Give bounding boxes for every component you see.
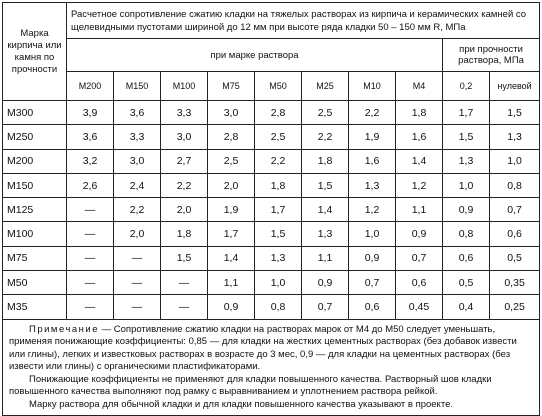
resistance-value: 0,8 xyxy=(490,173,540,197)
resistance-value: 1,7 xyxy=(443,101,490,125)
resistance-value: 0,9 xyxy=(208,295,255,319)
resistance-value: 1,0 xyxy=(349,222,396,246)
brick-grade: М125 xyxy=(3,198,67,222)
resistance-value: 0,9 xyxy=(396,222,443,246)
resistance-value: 1,1 xyxy=(396,198,443,222)
resistance-value: 0,7 xyxy=(490,198,540,222)
resistance-value: 0,5 xyxy=(443,271,490,295)
resistance-value: 1,3 xyxy=(302,222,349,246)
resistance-value: 1,9 xyxy=(349,125,396,149)
column-header: нулевой xyxy=(490,72,540,101)
resistance-value: 1,2 xyxy=(396,173,443,197)
resistance-value: 0,6 xyxy=(349,295,396,319)
resistance-value: 2,5 xyxy=(208,149,255,173)
resistance-value: — xyxy=(114,271,161,295)
resistance-value: 1,2 xyxy=(349,198,396,222)
resistance-value: 1,1 xyxy=(208,271,255,295)
resistance-value: 0,9 xyxy=(443,198,490,222)
brick-grade: М250 xyxy=(3,125,67,149)
resistance-value: 1,3 xyxy=(490,125,540,149)
resistance-value: 1,0 xyxy=(255,271,302,295)
resistance-value: 1,5 xyxy=(490,101,540,125)
resistance-value: 3,3 xyxy=(114,125,161,149)
resistance-value: 0,6 xyxy=(396,271,443,295)
resistance-value: 1,4 xyxy=(208,246,255,270)
brick-grade: М75 xyxy=(3,246,67,270)
brick-grade: М50 xyxy=(3,271,67,295)
resistance-value: 2,5 xyxy=(255,125,302,149)
brick-grade: М100 xyxy=(3,222,67,246)
resistance-value: 1,6 xyxy=(349,149,396,173)
resistance-value: 0,9 xyxy=(349,246,396,270)
resistance-value: 2,2 xyxy=(349,101,396,125)
resistance-value: 2,2 xyxy=(114,198,161,222)
resistance-value: — xyxy=(161,271,208,295)
resistance-value: 1,3 xyxy=(255,246,302,270)
resistance-value: — xyxy=(67,271,114,295)
table-row xyxy=(3,246,540,270)
resistance-value: 2,7 xyxy=(161,149,208,173)
resistance-value: 0,6 xyxy=(490,222,540,246)
table-row xyxy=(3,101,540,125)
column-header: 0,2 xyxy=(443,72,490,101)
resistance-value: 2,2 xyxy=(302,125,349,149)
resistance-value: 0,4 xyxy=(443,295,490,319)
resistance-value: 1,5 xyxy=(443,125,490,149)
resistance-value: 1,5 xyxy=(302,173,349,197)
header-grade-label: Марка кирпича или камня по прочности xyxy=(3,3,67,101)
resistance-value: 2,4 xyxy=(114,173,161,197)
resistance-value: 3,0 xyxy=(161,125,208,149)
resistance-value: 2,8 xyxy=(208,125,255,149)
resistance-value: — xyxy=(67,246,114,270)
resistance-value: 1,8 xyxy=(161,222,208,246)
resistance-value: 1,3 xyxy=(349,173,396,197)
resistance-value: 0,7 xyxy=(302,295,349,319)
resistance-value: 1,0 xyxy=(490,149,540,173)
resistance-value: 0,45 xyxy=(396,295,443,319)
resistance-value: 2,5 xyxy=(302,101,349,125)
resistance-value: 1,9 xyxy=(208,198,255,222)
resistance-value: — xyxy=(114,295,161,319)
resistance-value: 2,2 xyxy=(255,149,302,173)
resistance-value: 0,9 xyxy=(302,271,349,295)
resistance-value: 1,8 xyxy=(302,149,349,173)
column-header: М150 xyxy=(114,72,161,101)
table-row xyxy=(3,149,540,173)
table-row xyxy=(3,271,540,295)
table-row xyxy=(3,125,540,149)
resistance-value: 0,8 xyxy=(443,222,490,246)
column-header: М100 xyxy=(161,72,208,101)
resistance-table xyxy=(2,2,540,416)
resistance-value: 3,3 xyxy=(161,101,208,125)
note-row xyxy=(3,319,540,416)
column-header: М25 xyxy=(302,72,349,101)
resistance-value: 1,5 xyxy=(161,246,208,270)
brick-grade: М35 xyxy=(3,295,67,319)
resistance-value: — xyxy=(114,246,161,270)
brick-grade: М200 xyxy=(3,149,67,173)
column-header: М10 xyxy=(349,72,396,101)
resistance-value: 0,7 xyxy=(396,246,443,270)
resistance-value: 0,6 xyxy=(443,246,490,270)
resistance-value: 1,5 xyxy=(255,222,302,246)
table-row xyxy=(3,295,540,319)
header-group-strength: при прочности раствора, МПа xyxy=(443,39,540,72)
resistance-value: — xyxy=(67,295,114,319)
resistance-value: 3,6 xyxy=(67,125,114,149)
resistance-value: 2,0 xyxy=(161,198,208,222)
resistance-value: 0,25 xyxy=(490,295,540,319)
column-header: М75 xyxy=(208,72,255,101)
resistance-value: 3,9 xyxy=(67,101,114,125)
table-row xyxy=(3,198,540,222)
resistance-value: 1,1 xyxy=(302,246,349,270)
resistance-value: 1,7 xyxy=(208,222,255,246)
column-header: М4 xyxy=(396,72,443,101)
table-note xyxy=(3,319,540,416)
brick-grade: М300 xyxy=(3,101,67,125)
note-paragraph-1 xyxy=(9,324,533,374)
resistance-value: 2,0 xyxy=(208,173,255,197)
column-header: М200 xyxy=(67,72,114,101)
resistance-value: 3,2 xyxy=(67,149,114,173)
resistance-value: 0,8 xyxy=(255,295,302,319)
resistance-value: 1,6 xyxy=(396,125,443,149)
resistance-value: 1,3 xyxy=(443,149,490,173)
resistance-value: 3,6 xyxy=(114,101,161,125)
resistance-value: — xyxy=(67,222,114,246)
resistance-value: — xyxy=(161,295,208,319)
header-group-mortar: при марке раствора xyxy=(67,39,443,72)
table-row xyxy=(3,173,540,197)
resistance-value: 0,35 xyxy=(490,271,540,295)
resistance-value: 2,2 xyxy=(161,173,208,197)
note-label: Примечание xyxy=(29,323,99,335)
resistance-value: 1,7 xyxy=(255,198,302,222)
resistance-value: 2,6 xyxy=(67,173,114,197)
note-paragraph-3: Марку раствора для обычной кладки и для кладки повышенного качества указывают в проекте. xyxy=(29,398,453,410)
resistance-value: — xyxy=(67,198,114,222)
note-paragraph-2: Понижающие коэффициенты не применяют для кладки повышенного качества. Растворный шов кладки повышенного качества выполняют под рамку с выравниванием и уплотнением раствора рейкой. xyxy=(9,373,492,398)
note-text-1: — Сопротивление сжатию кладки на растворах марок от М4 до М50 следует уменьшать, применяя понижающие коэффициенты: 0,85 — для кладки на жестких цементных растворах (без добавок извести или глины), легких и известковых растворах в возрасте до 3 мес, 0,9 — для кладки на цементных растворах (без извести или глины) с органическими пластификаторами. xyxy=(9,323,517,373)
resistance-value: 1,8 xyxy=(255,173,302,197)
resistance-value: 2,0 xyxy=(114,222,161,246)
resistance-value: 0,5 xyxy=(490,246,540,270)
table-row xyxy=(3,222,540,246)
resistance-value: 3,0 xyxy=(208,101,255,125)
resistance-value: 1,4 xyxy=(302,198,349,222)
resistance-value: 1,4 xyxy=(396,149,443,173)
resistance-value: 0,7 xyxy=(349,271,396,295)
brick-grade: М150 xyxy=(3,173,67,197)
resistance-value: 1,0 xyxy=(443,173,490,197)
header-title: Расчетное сопротивление сжатию кладки на тяжелых растворах из кирпича и керамических камней со щелевидными пустотами шириной до 12 мм при высоте ряда кладки 50 – 150 мм R, МПа xyxy=(67,3,540,39)
column-header: М50 xyxy=(255,72,302,101)
resistance-value: 1,8 xyxy=(396,101,443,125)
resistance-value: 2,8 xyxy=(255,101,302,125)
resistance-value: 3,0 xyxy=(114,149,161,173)
